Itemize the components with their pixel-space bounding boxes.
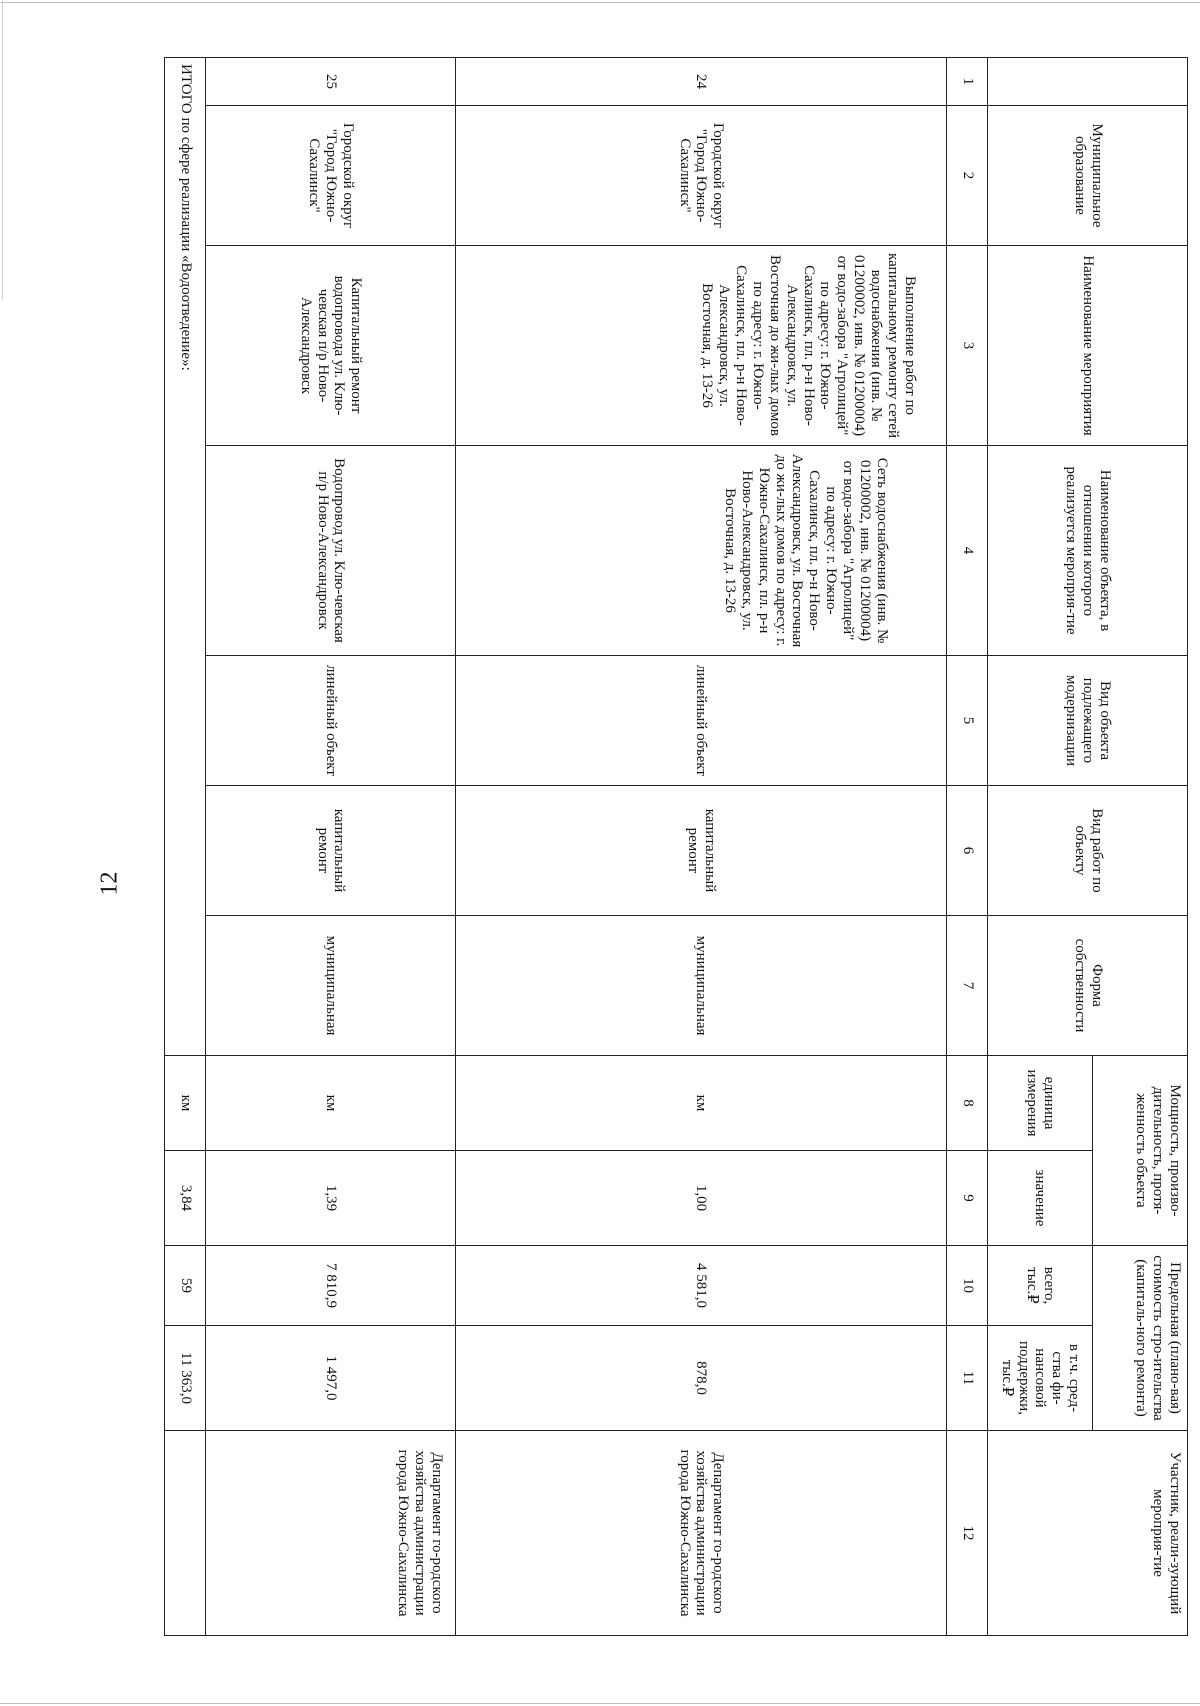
row-participant: Департамент го-родского хозяйства администрации города Южно-Сахалинска xyxy=(455,1431,946,1636)
row-work-type: капитальный ремонт xyxy=(206,786,456,916)
colnum: 2 xyxy=(947,106,988,246)
header-ownership: Форма собственности xyxy=(988,916,1188,1056)
row-value: 1,39 xyxy=(206,1151,456,1246)
row-object-name: Водопровод ул. Клю-чевская п/р Ново-Александровск xyxy=(206,446,456,656)
header-municipality: Муниципальное образование xyxy=(988,106,1188,246)
total-cost-total: 59 xyxy=(165,1246,206,1326)
total-unit: км xyxy=(165,1056,206,1151)
row-unit: км xyxy=(455,1056,946,1151)
total-row xyxy=(165,58,206,1636)
header-event-name: Наименование мероприятия xyxy=(988,246,1188,446)
scan-edge-bottom xyxy=(0,1703,1200,1704)
header-object-type: Вид объекта подлежащего модернизации xyxy=(988,656,1188,786)
row-number: 24 xyxy=(455,58,946,106)
table-row xyxy=(455,58,946,1636)
colnum: 6 xyxy=(947,786,988,916)
row-number: 25 xyxy=(206,58,456,106)
colnum: 10 xyxy=(947,1246,988,1326)
row-municipality: Городской округ "Город Южно-Сахалинск" xyxy=(206,106,456,246)
colnum: 11 xyxy=(947,1326,988,1431)
header-participant: Участник, реали-зующий мероприя-тие xyxy=(988,1431,1188,1636)
total-participant xyxy=(165,1431,206,1636)
colnum: 4 xyxy=(947,446,988,656)
header-row-1 xyxy=(1092,58,1187,1636)
row-ownership: муниципальная xyxy=(455,916,946,1056)
row-object-name: Сеть водоснабжения (инв. № 01200002, инв. № 01200004) от водо-забора "Агролицей" по адресу: г. Южно-Сахалинск, пл. р-н Ново-Александровск, ул. Восточная до жи-лых домов по адресу: г. Южно-Сахалинск, пл. р-н Ново-Александровск, ул. Восточная, д. 13-26 xyxy=(455,446,946,656)
row-municipality: Городской округ "Город Южно-Сахалинск" xyxy=(455,106,946,246)
column-numbers-row xyxy=(947,58,988,1636)
colnum: 7 xyxy=(947,916,988,1056)
total-label: ИТОГО по сфере реализации «Водоотведение»: xyxy=(165,58,206,1056)
row-object-type: линейный объект xyxy=(206,656,456,786)
colnum: 8 xyxy=(947,1056,988,1151)
scan-edge-top xyxy=(0,2,1200,3)
row-cost-total: 4 581,0 xyxy=(455,1246,946,1326)
row-work-type: капитальный ремонт xyxy=(455,786,946,916)
header-cost-group: Предельная (плано-вая) стоимость стро-ительства (капиталь-ного ремонта) xyxy=(1092,1246,1187,1431)
program-table xyxy=(164,57,1188,1636)
total-value: 3,84 xyxy=(165,1151,206,1246)
row-value: 1,00 xyxy=(455,1151,946,1246)
header-cost-support: в т.ч. сред-ства фи-нансовой поддержки, тыс.₽ xyxy=(988,1326,1092,1431)
colnum: 12 xyxy=(947,1431,988,1636)
row-event-name: Выполнение работ по капитальному ремонту сетей водоснабжения (инв. № 01200002, инв. № 01200004) от водо-забора "Агролицей" по адресу: г. Южно-Сахалинск, пл. р-н Ново-Александровск, ул. Восточная до жи-лых домов по адресу: г. Южно-Сахалинск, пл. р-н Ново-Александровск, ул. Восточная, д. 13-26 xyxy=(455,246,946,446)
colnum: 1 xyxy=(947,58,988,106)
header-num xyxy=(988,58,1188,106)
colnum: 5 xyxy=(947,656,988,786)
row-unit: км xyxy=(206,1056,456,1151)
colnum: 9 xyxy=(947,1151,988,1246)
row-event-name: Капитальный ремонт водопровода ул. Клю-чевская п/р Ново-Александровск xyxy=(206,246,456,446)
header-object-name: Наименование объекта, в отношении которого реализуется мероприя-тие xyxy=(988,446,1188,656)
row-cost-support: 1 497,0 xyxy=(206,1326,456,1431)
table-row xyxy=(206,58,456,1636)
header-work-type: Вид работ по объекту xyxy=(988,786,1188,916)
colnum: 3 xyxy=(947,246,988,446)
row-participant: Департамент го-родского хозяйства администрации города Южно-Сахалинска xyxy=(206,1431,456,1636)
header-capacity-group: Мощность, произво-дительность, протя-женность объекта xyxy=(1092,1056,1187,1246)
scan-edge-left xyxy=(2,0,3,300)
rotated-table-wrapper xyxy=(164,57,1188,1635)
row-cost-support: 878,0 xyxy=(455,1326,946,1431)
total-cost-support: 11 363,0 xyxy=(165,1326,206,1431)
row-ownership: муниципальная xyxy=(206,916,456,1056)
header-cost-total: всего, тыс.₽ xyxy=(988,1246,1092,1326)
row-cost-total: 7 810,9 xyxy=(206,1246,456,1326)
row-object-type: линейный объект xyxy=(455,656,946,786)
page-number: 12 xyxy=(96,871,123,896)
header-capacity-value: значение xyxy=(988,1151,1092,1246)
header-capacity-unit: единица измерения xyxy=(988,1056,1092,1151)
